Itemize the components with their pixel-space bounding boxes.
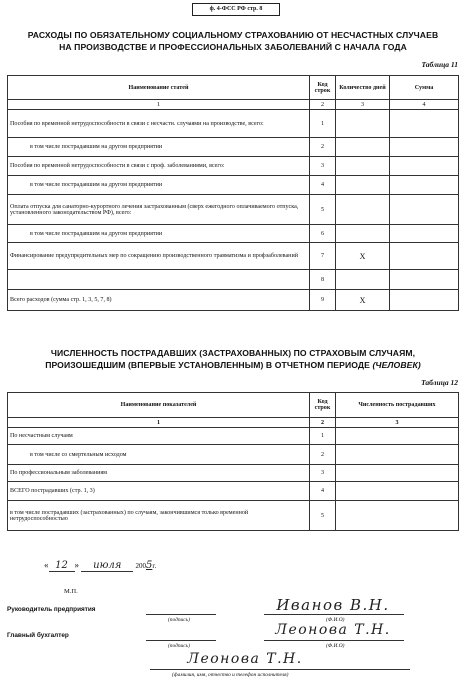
form-code: ф. 4-ФСС РФ стр. 8 [192,3,280,16]
row-code: 2 [310,138,336,157]
row-code: 1 [310,110,336,138]
head-label: Руководитель предприятия [7,606,96,613]
row-sum[interactable] [390,195,459,225]
row-days[interactable] [336,138,390,157]
row-code: 5 [310,195,336,225]
date-year-suffix[interactable]: 5 [146,560,153,571]
row-name: в том числе пострадавшим на другом предприятии [8,138,310,157]
table-row [8,290,459,311]
row-name: По несчастным случаям [8,428,310,445]
table-row [8,157,459,176]
table12-caption: Таблица 12 [421,378,458,387]
section1-title-line1: РАСХОДЫ ПО ОБЯЗАТЕЛЬНОМУ СОЦИАЛЬНОМУ СТРАХОВАНИЮ ОТ НЕСЧАСТНЫХ СЛУЧАЕВ [27,30,439,40]
t11-colnum: 3 [336,100,390,110]
row-days[interactable] [336,270,390,290]
table-row [8,270,459,290]
row-code: 7 [310,243,336,270]
stamp-mp: М.П. [64,588,78,595]
section1-title-line2: НА ПРОИЗВОДСТВЕ И ПРОФЕССИОНАЛЬНЫХ ЗАБОЛЕВАНИЙ С НАЧАЛА ГОДА [59,42,407,52]
row-code: 6 [310,225,336,243]
row-name: Всего расходов (сумма стр. 1, 3, 5, 7, 8) [8,290,310,311]
table-row [8,243,459,270]
date-month[interactable]: июля [81,560,133,572]
row-name [8,270,310,290]
row-code: 2 [310,445,336,465]
executor-line [150,669,410,670]
section2-title-line2 [0,360,466,371]
accountant-name[interactable]: Леонова Т.Н. [275,622,391,638]
date-g: г. [152,562,157,570]
row-code: 9 [310,290,336,311]
date-line [44,560,156,572]
row-code: 4 [310,176,336,195]
accountant-signature-caption: (подпись) [168,643,190,649]
row-name: в том числе пострадавшим на другом предприятии [8,176,310,195]
t11-header-days: Количество дней [336,76,390,100]
t12-header-code: Код строк [310,393,336,418]
table-row [8,428,459,445]
row-name: Финансирование предупредительных мер по сокращению производственного травматизма и профзаболеваний [8,243,310,270]
t12-colnum: 1 [8,418,310,428]
table-row [8,445,459,465]
row-count[interactable] [336,428,459,445]
table-row [8,138,459,157]
row-sum[interactable] [390,110,459,138]
row-name: в том числе пострадавшим на другом предприятии [8,225,310,243]
t12-header-count: Численность пострадавших [336,393,459,418]
table-11 [7,75,459,311]
row-count[interactable] [336,465,459,482]
row-days[interactable] [336,176,390,195]
row-count[interactable] [336,445,459,465]
row-count[interactable] [336,501,459,531]
row-name: в том числе пострадавших (застрахованных) по случаям, закончившимся только временной нетрудоспособностью [8,501,310,531]
row-name: в том числе со смертельным исходом [8,445,310,465]
accountant-name-line [264,640,404,641]
accountant-name-caption: (Ф.И.О) [326,643,345,649]
table-row [8,176,459,195]
row-name: Пособия по временной нетрудоспособности в связи с несчастн. случаями на производстве, всего: [8,110,310,138]
row-code: 8 [310,270,336,290]
row-sum[interactable] [390,138,459,157]
t12-colnum: 2 [310,418,336,428]
t11-colnum: 2 [310,100,336,110]
table-row [8,465,459,482]
row-count[interactable] [336,482,459,501]
table-row [8,482,459,501]
executor-caption: (фамилия, имя, отчество и телефон исполнителя) [172,672,289,678]
date-open-quote: « [44,560,49,570]
row-name: ВСЕГО пострадавших (стр. 1, 3) [8,482,310,501]
accountant-signature-line[interactable] [146,640,216,641]
t12-header-name: Наименование показателей [8,393,310,418]
row-days: Х [336,243,390,270]
row-sum[interactable] [390,225,459,243]
row-name: Пособия по временной нетрудоспособности в связи с проф. заболеваниями, всего: [8,157,310,176]
row-days: Х [336,290,390,311]
table11-caption: Таблица 11 [421,60,458,69]
row-name: По профессиональным заболеваниям [8,465,310,482]
row-sum[interactable] [390,290,459,311]
t11-colnum: 1 [8,100,310,110]
accountant-label: Главный бухгалтер [7,632,69,639]
table-row [8,501,459,531]
row-code: 4 [310,482,336,501]
row-sum[interactable] [390,270,459,290]
row-code: 3 [310,157,336,176]
section2-title-unit: (ЧЕЛОВЕК) [372,360,421,370]
t11-header-code: Код строк [310,76,336,100]
row-sum[interactable] [390,243,459,270]
row-days[interactable] [336,195,390,225]
executor-name[interactable]: Леонова Т.Н. [187,651,303,667]
table-row [8,195,459,225]
t12-colnum: 3 [336,418,459,428]
row-sum[interactable] [390,157,459,176]
head-signature-caption: (подпись) [168,617,190,623]
table-row [8,110,459,138]
row-days[interactable] [336,110,390,138]
t11-colnum: 4 [390,100,459,110]
row-code: 1 [310,428,336,445]
row-days[interactable] [336,157,390,176]
table-row [8,225,459,243]
row-days[interactable] [336,225,390,243]
head-signature-line[interactable] [146,614,216,615]
table-12 [7,392,459,531]
t11-header-name: Наименование статей [8,76,310,100]
section2-title-line1: ЧИСЛЕННОСТЬ ПОСТРАДАВШИХ (ЗАСТРАХОВАННЫХ) ПО СТРАХОВЫМ СЛУЧАЯМ, [50,348,416,358]
t11-header-sum: Сумма [390,76,459,100]
row-sum[interactable] [390,176,459,195]
head-name-line [264,614,404,615]
row-code: 5 [310,501,336,531]
date-day[interactable]: 12 [49,560,75,572]
section2-title-main: ПРОИЗОШЕДШИМ (ВПЕРВЫЕ УСТАНОВЛЕННЫМ) В ОТЧЕТНОМ ПЕРИОДЕ [45,360,370,370]
head-name-caption: (Ф.И.О) [326,617,345,623]
row-code: 3 [310,465,336,482]
date-year-prefix: 200 [135,562,146,570]
date-close-quote: » [74,560,79,570]
head-name[interactable]: Иванов В.Н. [276,596,390,614]
row-name: Оплата отпуска для санаторно-курортного лечения застрахованным (сверх ежегодного оплачиваемого отпуска, установленного законодательством РФ), всего: [8,195,310,225]
